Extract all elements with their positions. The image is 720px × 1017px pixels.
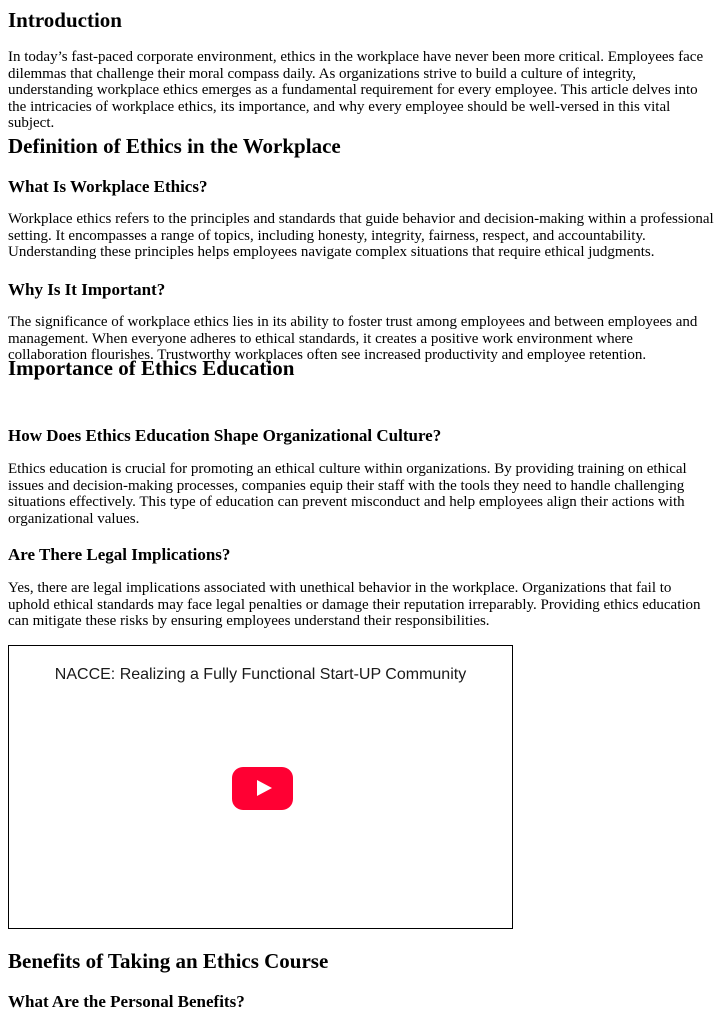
subheading-personal-benefits: What Are the Personal Benefits? [8,992,245,1011]
heading-definition: Definition of Ethics in the Workplace [8,134,341,158]
paragraph-introduction: In today’s fast-paced corporate environment, ethics in the workplace have never been more critical. Employees face dilemmas that challenge their moral compass daily. As organizations strive to build a culture of integrity, understanding workplace ethics emerges as a fundamental requirement for every employee. This article delves into the intricacies of workplace ethics, its importance, and why every employee should be well-versed in this vital subject. [8,49,704,131]
play-button[interactable] [232,767,293,810]
paragraph-legal-implications: Yes, there are legal implications associated with unethical behavior in the workplace. Organizations that fail to uphold ethical standards may face legal penalties or damage their reputation irreparably. Providing ethics education can mitigate these risks by ensuring employees understand their responsibilities. [8,580,701,629]
play-icon [257,780,272,796]
paragraph-why-important: The significance of workplace ethics lies in its ability to foster trust among employees and between employees and management. When everyone adheres to ethical standards, it creates a positive work environment where collaboration flourishes. Trustworthy workplaces often see increased productivity and employee retention. [8,314,698,363]
video-embed[interactable] [8,645,513,929]
paragraph-organizational-culture: Ethics education is crucial for promoting an ethical culture within organizations. By providing training on ethical issues and decision-making processes, companies equip their staff with the tools they need to handle challenging situations effectively. This type of education can prevent misconduct and help employees align their actions with organizational values. [8,461,687,527]
heading-introduction: Introduction [8,8,122,32]
subheading-organizational-culture: How Does Ethics Education Shape Organizational Culture? [8,426,442,445]
heading-benefits: Benefits of Taking an Ethics Course [8,949,329,973]
subheading-legal-implications: Are There Legal Implications? [8,545,231,564]
heading-ethics-education: Importance of Ethics Education [8,356,295,380]
paragraph-what-is-workplace-ethics: Workplace ethics refers to the principles and standards that guide behavior and decision-making within a professional setting. It encompasses a range of topics, including honesty, integrity, fairness, respect, and accountability. Understanding these principles helps employees navigate complex situations that require ethical judgments. [8,211,714,260]
video-title[interactable]: NACCE: Realizing a Fully Functional Start-UP Community [54,666,467,683]
subheading-what-is-workplace-ethics: What Is Workplace Ethics? [8,177,208,196]
subheading-why-important: Why Is It Important? [8,280,166,299]
